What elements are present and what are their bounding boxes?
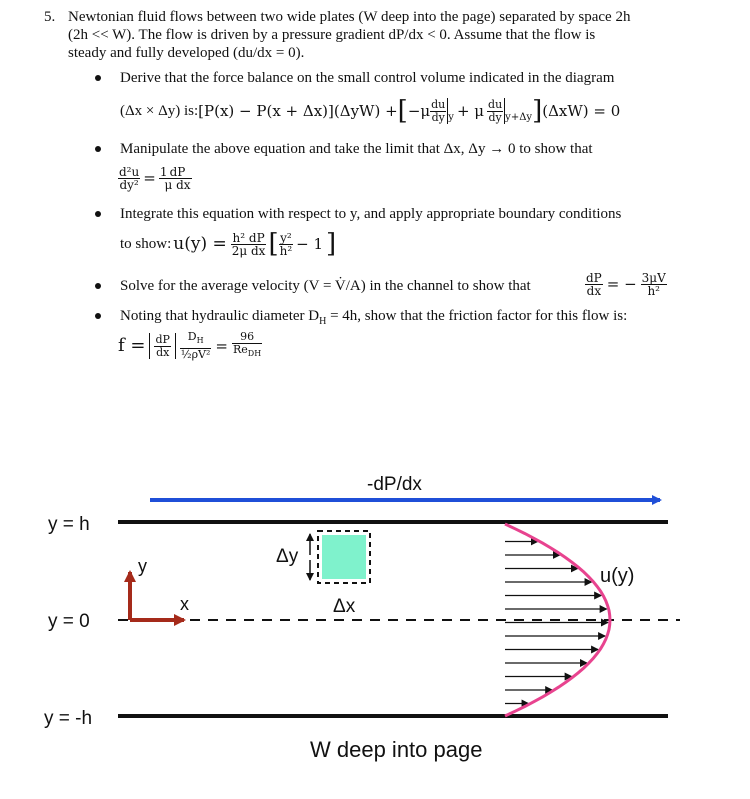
velocity-profile-equation: to show: u(y) = $\frac{\text{h² dP}}{\text{2μ dx}}$ [ $\frac{\text{y²}}{\text{h²}}$ − 1 ]	[120, 229, 337, 259]
control-volume	[322, 535, 366, 579]
depth-label: W deep into page	[310, 737, 483, 762]
y-mid-label: y = 0	[48, 611, 90, 632]
friction-factor-equation: f = $\frac{dP}{dx}$ $\frac{D_H}{\text{½ρV²}}$ = $\frac{96}{Re_{DH}}$	[118, 330, 262, 361]
y-top-label: y = h	[48, 514, 90, 535]
velocity-arrows	[505, 542, 608, 704]
bullet-5-text: Noting that hydraulic diameter $D_H = 4h$, show that the friction factor for this flow is:	[120, 308, 628, 327]
axis-x-label: x	[180, 594, 189, 614]
bullet-3-text: Integrate this equation with respect to y, and apply appropriate boundary conditions	[120, 206, 622, 222]
second-derivative-equation: $\frac{\text{d²u}}{\text{dy²}}$ = 1 $\frac{dP}{\text{μ dx}}$	[119, 164, 191, 192]
delta-x-label: Δx	[333, 596, 356, 617]
problem-number: 5.	[44, 9, 56, 25]
axis-y-label: y	[138, 556, 147, 576]
intro-line-1: Newtonian fluid flows between two wide plates (W deep into the page) separated by space 2h	[68, 9, 631, 25]
bullet-4-text: Solve for the average velocity (V = V̇/A) in the channel to show that	[120, 278, 531, 294]
bullet-2-text: Manipulate the above equation and take the limit that Δx, Δy → 0 to show that	[120, 141, 593, 157]
force-balance-equation: (Δx × Δy) is: [P(x) − P(x + Δx)](ΔyW) + [ −μ $\frac{du}{dy}$ y + μ $\frac{du}{dy}$ y+Δy ] (ΔxW) = 0	[120, 96, 621, 126]
intro-line-3: steady and fully developed (du/dx = 0).	[68, 45, 305, 61]
pressure-gradient-equation: $\frac{dP}{dx}$ = − $\frac{3\mu V}{\text{h²}}$	[586, 270, 666, 298]
y-bottom-label: y = -h	[44, 708, 93, 729]
bullet-1-text: Derive that the force balance on the small control volume indicated in the diagram	[120, 70, 615, 86]
delta-y-label: Δy	[276, 546, 299, 567]
velocity-label: u(y)	[600, 565, 635, 587]
intro-line-2: (2h << W). The flow is driven by a pressure gradient dP/dx < 0. Assume that the flow is	[68, 27, 596, 43]
pressure-gradient-label: -dP/dx	[367, 474, 422, 495]
